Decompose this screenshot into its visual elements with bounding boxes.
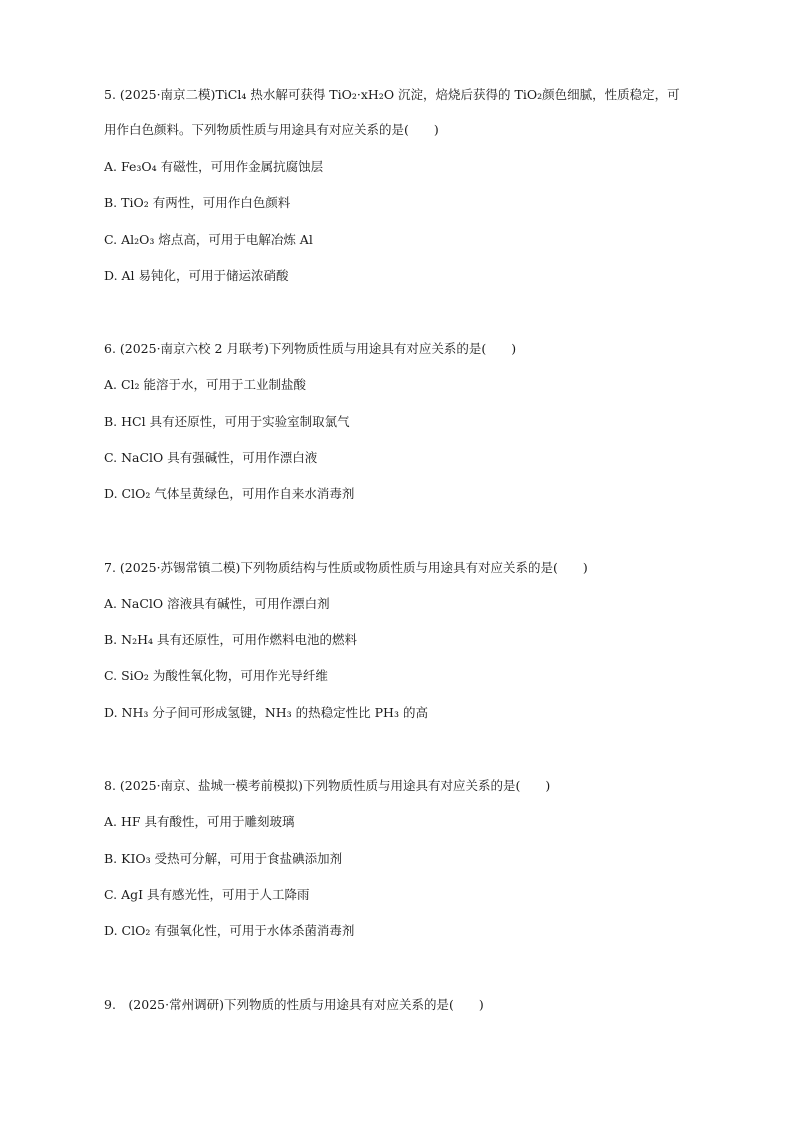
question-5-option-a: A. Fe₃O₄ 有磁性，可用作金属抗腐蚀层 <box>104 159 324 174</box>
question-7-option-d: D. NH₃ 分子间可形成氢键，NH₃ 的热稳定性比 PH₃ 的高 <box>104 705 428 720</box>
question-6-option-a: A. Cl₂ 能溶于水，可用于工业制盐酸 <box>104 377 307 392</box>
question-5-option-d: D. Al 易钝化，可用于储运浓硝酸 <box>104 268 289 283</box>
question-8-option-c: C. AgI 具有感光性，可用于人工降雨 <box>104 887 310 902</box>
question-6-stem: 6. (2025·南京六校 2 月联考)下列物质性质与用途具有对应关系的是( ) <box>104 341 517 356</box>
question-7-option-c: C. SiO₂ 为酸性氧化物，可用作光导纤维 <box>104 668 328 683</box>
question-5-option-b: B. TiO₂ 有两性，可用作白色颜料 <box>104 195 291 210</box>
question-8-option-b: B. KIO₃ 受热可分解，可用于食盐碘添加剂 <box>104 851 343 866</box>
question-7-option-b: B. N₂H₄ 具有还原性，可用作燃料电池的燃料 <box>104 632 357 647</box>
question-5-stem-line1: 5. (2025·南京二模)TiCl₄ 热水解可获得 TiO₂·xH₂O 沉淀，焙烧后获得的 TiO₂颜色细腻，性质稳定，可 <box>104 87 680 102</box>
question-8-option-a: A. HF 具有酸性，可用于雕刻玻璃 <box>104 814 295 829</box>
question-7-stem: 7. (2025·苏锡常镇二模)下列物质结构与性质或物质性质与用途具有对应关系的是( ) <box>104 560 588 575</box>
question-9-stem: 9. (2025·常州调研)下列物质的性质与用途具有对应关系的是( ) <box>104 997 484 1012</box>
question-6-option-c: C. NaClO 具有强碱性，可用作漂白液 <box>104 450 318 465</box>
question-8-stem: 8. (2025·南京、盐城一模考前模拟)下列物质性质与用途具有对应关系的是( ) <box>104 778 551 793</box>
question-5-option-c: C. Al₂O₃ 熔点高，可用于电解冶炼 Al <box>104 232 313 247</box>
question-7-option-a: A. NaClO 溶液具有碱性，可用作漂白剂 <box>104 596 330 611</box>
question-5-stem-line2: 用作白色颜料。下列物质性质与用途具有对应关系的是( ) <box>104 122 439 137</box>
question-6-option-d: D. ClO₂ 气体呈黄绿色，可用作自来水消毒剂 <box>104 486 355 501</box>
question-8-option-d: D. ClO₂ 有强氧化性，可用于水体杀菌消毒剂 <box>104 923 355 938</box>
question-6-option-b: B. HCl 具有还原性，可用于实验室制取氯气 <box>104 414 350 429</box>
